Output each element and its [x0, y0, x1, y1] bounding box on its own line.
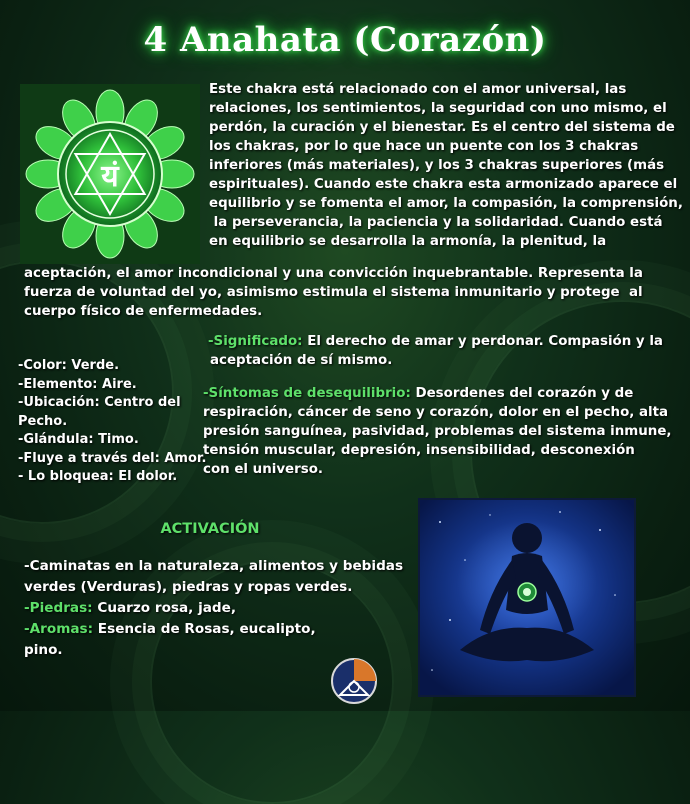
activacion-line: -Caminatas en la naturaleza, alimentos y bebidas: [24, 558, 404, 574]
intro-text-full: [24, 264, 684, 321]
sintomas-text: Desordenes del corazón y de: [410, 386, 634, 401]
intro-line: cuerpo físico de enfermedades.: [24, 304, 263, 319]
properties-list: [18, 357, 208, 487]
piedras-label: -Piedras:: [24, 600, 93, 616]
aromas-line: [24, 619, 404, 640]
intro-line: la perseverancia, la paciencia y la solidaridad. Cuando está: [209, 215, 663, 230]
significado-line: aceptación de sí mismo.: [210, 353, 393, 368]
sintomas-line: respiración, cáncer de seno y corazón, dolor en el pecho, alta: [203, 405, 669, 420]
page-title: 4 Anahata (Corazón): [143, 20, 547, 60]
property-item: -Ubicación: Centro del: [18, 395, 181, 410]
intro-text-right: [209, 80, 687, 251]
activacion-section: [24, 556, 404, 661]
intro-line: equilibrio y se fomenta el amor, la compasión, la comprensión,: [209, 196, 683, 211]
intro-line: inferiores (más materiales), y los 3 chakras superiores (más: [209, 158, 665, 173]
property-item: -Elemento: Aire.: [18, 376, 137, 392]
significado-line: [208, 332, 678, 351]
property-item: -Color: Verde.: [18, 358, 120, 373]
property-item: -Fluye a través del: Amor.: [18, 450, 207, 466]
intro-line: perdón, la curación y el bienestar. Es el centro del sistema de: [209, 120, 675, 135]
property-item: - Lo bloquea: El dolor.: [18, 469, 178, 484]
sintomas-line: [203, 384, 683, 403]
logo-emblem-icon: [330, 657, 378, 705]
significado-text: El derecho de amar y perdonar. Compasión y la: [302, 334, 663, 349]
activacion-line: verdes (Verduras), piedras y ropas verdes.: [24, 579, 353, 595]
property-item: -Glándula: Timo.: [18, 432, 139, 447]
intro-line: fuerza de voluntad del yo, asimismo estimula el sistema inmunitario y protege al: [24, 285, 643, 300]
intro-line: los chakras, por lo que hace un puente con los 3 chakras: [209, 139, 639, 154]
intro-line: espirituales). Cuando este chakra esta armonizado aparece el: [209, 177, 678, 192]
piedras-line: [24, 598, 404, 619]
sintomas-section: [203, 384, 683, 479]
meditation-figure-icon: [418, 498, 636, 697]
significado-section: [208, 332, 678, 370]
sintomas-line: con el universo.: [203, 462, 323, 477]
sintomas-label: -Síntomas de desequilibrio:: [203, 386, 411, 401]
aromas-value: Esencia de Rosas, eucalipto,: [93, 621, 316, 637]
activacion-title: ACTIVACIÓN: [160, 521, 260, 537]
property-item: Pecho.: [18, 413, 68, 429]
piedras-value: Cuarzo rosa, jade,: [92, 600, 237, 616]
anahata-chakra-symbol-icon: [20, 84, 200, 264]
aromas-label: -Aromas:: [24, 621, 94, 637]
significado-label: -Significado:: [208, 334, 303, 349]
intro-line: Este chakra está relacionado con el amor universal, las: [209, 82, 627, 97]
sintomas-line: presión sanguínea, pasividad, problemas del sistema inmune,: [203, 424, 672, 439]
intro-line: relaciones, los sentimientos, la seguridad con uno mismo, el: [209, 101, 667, 116]
intro-line: en equilibrio se desarrolla la armonía, la plenitud, la: [209, 234, 607, 249]
chakra-glyph: यं: [101, 159, 119, 194]
intro-line: aceptación, el amor incondicional y una convicción inquebrantable. Representa la: [24, 266, 643, 281]
sintomas-line: tensión muscular, depresión, insensibilidad, desconexión: [203, 443, 635, 458]
aromas-line: pino.: [24, 642, 63, 658]
